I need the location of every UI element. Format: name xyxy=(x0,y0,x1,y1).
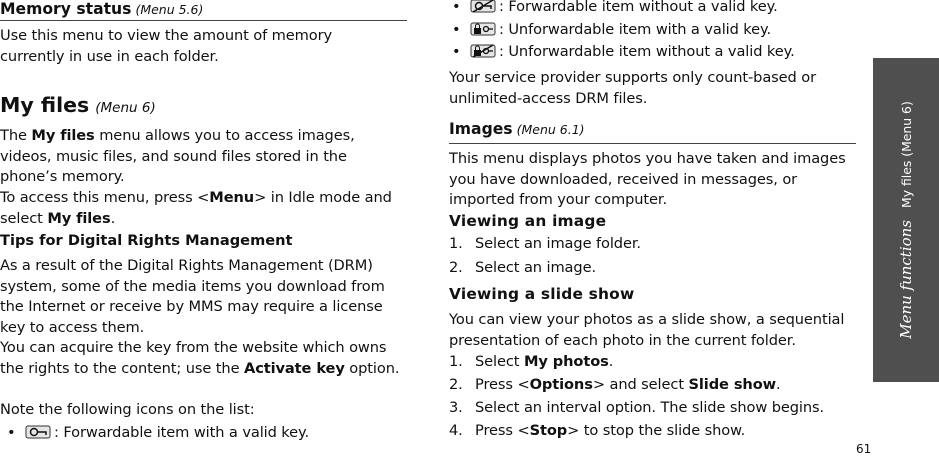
viewing-image-heading: Viewing an image xyxy=(449,212,607,230)
drm-icon-item-4-text: : Unforwardable item without a valid key. xyxy=(499,43,795,60)
key-invalid-icon xyxy=(470,0,496,15)
step-text: . xyxy=(608,353,614,370)
my-files-access xyxy=(0,188,408,229)
memory-status-menu-ref: (Menu 5.6) xyxy=(135,2,204,17)
drm-icon-item-1 xyxy=(0,423,309,444)
locked-key-invalid-icon xyxy=(470,42,496,60)
key-valid-icon xyxy=(25,423,51,441)
step-text: Select an image. xyxy=(475,259,596,276)
page-number: 61 xyxy=(856,442,872,456)
memory-status-rule xyxy=(0,20,407,21)
images-rule xyxy=(449,143,856,144)
step-text: Select an interval option. The slide show begins. xyxy=(475,399,825,416)
step-text: Select an image folder. xyxy=(475,235,641,252)
step-text: > and select xyxy=(592,376,689,393)
step-number: 2. xyxy=(449,376,463,393)
drm-note: Note the following icons on the list: xyxy=(0,401,255,418)
viewing-image-step-1 xyxy=(449,234,641,255)
step-text: > to stop the slide show. xyxy=(567,422,746,439)
images-heading xyxy=(449,120,585,138)
my-files-access-mid: > in Idle mode and select xyxy=(0,189,392,227)
my-files-access-pre: To access this menu, press < xyxy=(0,189,210,206)
my-files-title: My files xyxy=(0,93,90,117)
my-files-intro-bold: My files xyxy=(31,127,95,144)
slide-show-heading: Viewing a slide show xyxy=(449,285,635,303)
drm-tips-para2 xyxy=(0,338,405,379)
drm-tips-para1: As a result of the Digital Rights Management (DRM) system, some of the media items you download from the Internet or receive by MMS may require a license key to access them. xyxy=(0,257,385,336)
step-number: 1. xyxy=(449,235,463,252)
my-files-access-bold: My files xyxy=(47,209,111,227)
my-files-menu-ref: (Menu 6) xyxy=(95,100,156,116)
drm-provider-note: Your service provider supports only count-based or unlimited-access DRM files. xyxy=(449,69,816,107)
viewing-image-step-2 xyxy=(449,258,596,279)
step-number: 3. xyxy=(449,399,463,416)
drm-icon-item-3 xyxy=(449,20,771,41)
step-text: Press < xyxy=(475,422,530,439)
memory-status-title: Memory status xyxy=(0,0,132,18)
step-text: . xyxy=(776,376,781,393)
step-text: Select xyxy=(475,353,524,370)
menu-key: Menu xyxy=(209,189,255,206)
bullet: • xyxy=(7,424,16,441)
slide-show-step-2 xyxy=(449,375,781,396)
slide-show-body: You can view your photos as a slide show, a sequential presentation of each photo in the current folder. xyxy=(449,311,845,349)
images-menu-ref: (Menu 6.1) xyxy=(516,122,585,137)
drm-tips-para2-pre: You can acquire the key from the website which owns the rights to the content; use the xyxy=(0,339,387,377)
my-files-intro-post: menu allows you to access images, videos, music files, and sound files stored in the phone’s memory. xyxy=(0,127,355,185)
my-files-heading xyxy=(0,93,156,117)
my-photos-option: My photos xyxy=(523,353,609,370)
my-files-intro xyxy=(0,126,395,188)
my-files-access-post: . xyxy=(110,209,116,227)
slide-show-step-1 xyxy=(449,352,613,373)
drm-icon-item-2 xyxy=(449,0,778,18)
images-body: This menu displays photos you have taken and images you have downloaded, received in messages, or imported from your computer. xyxy=(449,150,846,208)
memory-status-body: Use this menu to view the amount of memory currently in use in each folder. xyxy=(0,27,333,65)
drm-icon-item-4 xyxy=(449,42,795,63)
section-title: Menu functions xyxy=(897,219,915,339)
my-files-intro-pre: The xyxy=(0,127,32,144)
stop-key: Stop xyxy=(529,422,568,439)
drm-tips-para2-post: option. xyxy=(344,359,400,377)
locked-key-valid-icon xyxy=(470,20,496,38)
bullet: • xyxy=(452,43,461,60)
drm-icon-item-2-text: : Forwardable item without a valid key. xyxy=(499,0,778,15)
memory-status-heading xyxy=(0,0,203,18)
drm-icon-item-3-text: : Unforwardable item with a valid key. xyxy=(499,21,772,38)
slide-show-step-3 xyxy=(449,398,824,419)
images-title: Images xyxy=(449,120,513,138)
bullet: • xyxy=(452,21,461,38)
step-number: 1. xyxy=(449,353,463,370)
drm-icon-item-1-text: : Forwardable item with a valid key. xyxy=(54,424,310,441)
options-key: Options xyxy=(529,376,593,393)
bullet: • xyxy=(452,0,461,15)
step-number: 4. xyxy=(449,422,463,439)
step-text: Press < xyxy=(475,376,530,393)
slide-show-step-4 xyxy=(449,421,745,442)
drm-tips-heading: Tips for Digital Rights Management xyxy=(0,232,293,249)
step-number: 2. xyxy=(449,259,463,276)
section-tab-label xyxy=(897,101,915,339)
subsection-title: My files (Menu 6) xyxy=(899,101,914,208)
slide-show-option: Slide show xyxy=(688,376,777,393)
activate-key-option: Activate key xyxy=(244,359,345,377)
